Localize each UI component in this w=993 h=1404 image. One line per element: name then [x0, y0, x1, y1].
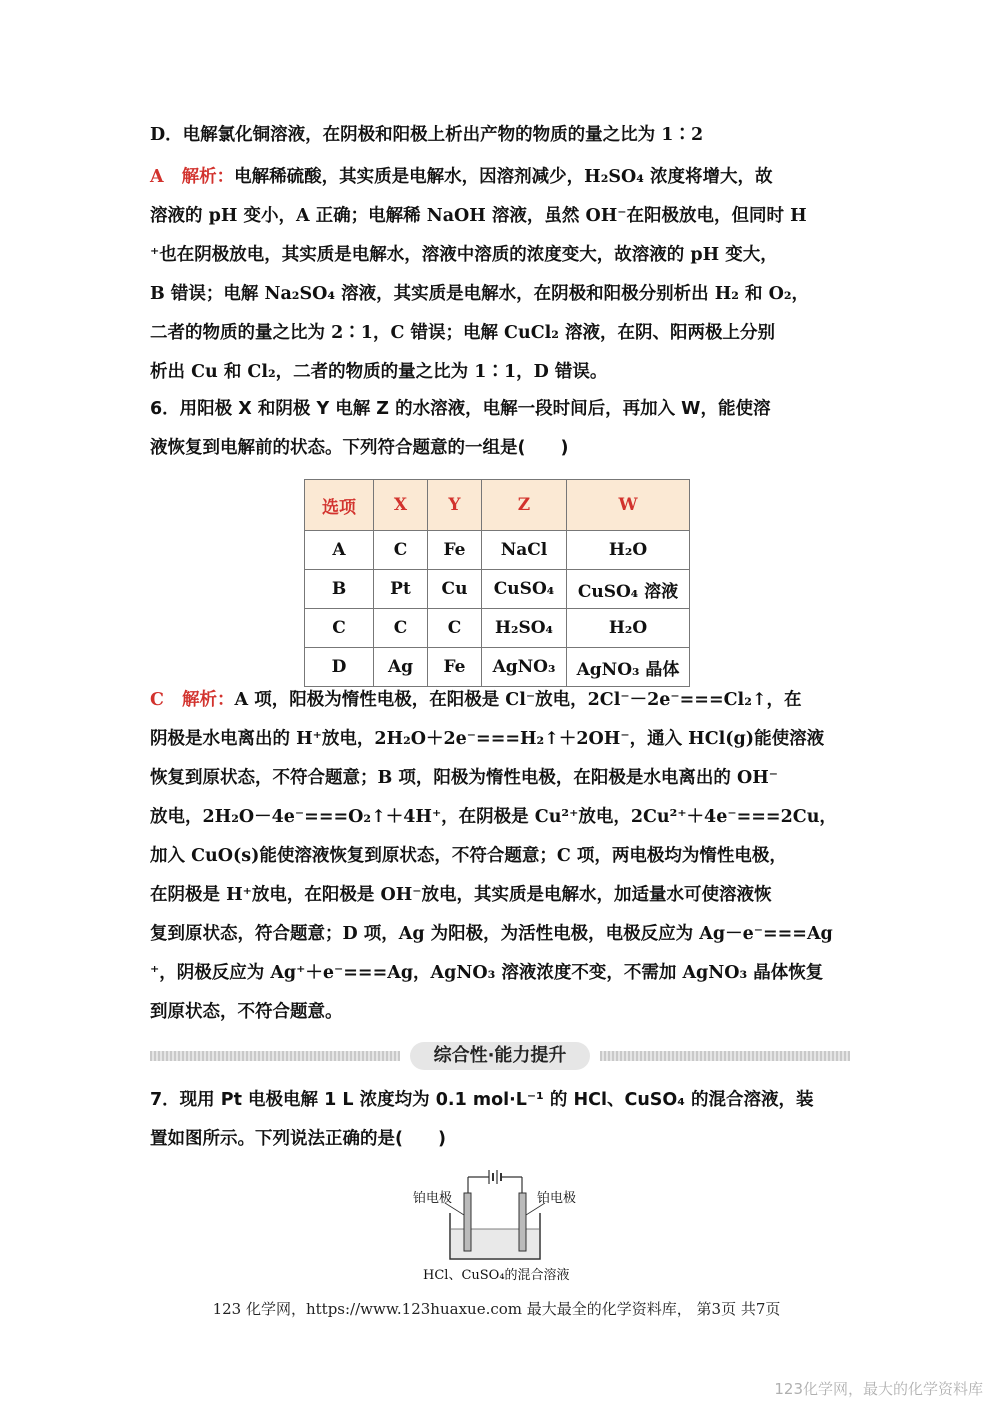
analysis-text: A 项，阳极为惰性电极，在阳极是 Cl⁻放电，2Cl⁻－2e⁻===Cl₂↑，在	[234, 690, 802, 710]
option-d-text: D．电解氯化铜溶液，在阴极和阳极上析出产物的物质的量之比为 1∶2	[150, 125, 704, 145]
table-cell: NaCl	[482, 531, 567, 570]
answer-5-line-4: B 错误；电解 Na₂SO₄ 溶液，其实质是电解水，在阴极和阳极分别析出 H₂ 和 O₂，	[150, 284, 809, 304]
table-cell: A	[305, 531, 374, 570]
table-cell: Pt	[374, 570, 428, 609]
header-cell: X	[374, 480, 428, 531]
header-cell: Y	[428, 480, 482, 531]
answer-6-line-4: 放电，2H₂O－4e⁻===O₂↑＋4H⁺，在阴极是 Cu²⁺放电，2Cu²⁺＋4e⁻===2Cu，	[150, 807, 837, 827]
header-cell: Z	[482, 480, 567, 531]
table-cell: C	[428, 609, 482, 648]
electrolysis-figure	[405, 1165, 585, 1290]
banner-right-bar	[600, 1051, 850, 1061]
answer-letter: C	[150, 690, 164, 710]
table-cell: H₂O	[567, 609, 690, 648]
analysis-text: 电解稀硫酸，其实质是电解水，因溶剂减少，H₂SO₄ 浓度将增大，故	[234, 167, 773, 187]
answer-6-line-8: ⁺，阴极反应为 Ag⁺＋e⁻===Ag，AgNO₃ 溶液浓度不变，不需加 AgNO₃ 晶体恢复	[150, 963, 824, 983]
question-6-line-1: 6．用阳极 X 和阴极 Y 电解 Z 的水溶液，电解一段时间后，再加入 W，能使溶	[150, 399, 771, 419]
table-cell: Cu	[428, 570, 482, 609]
electrolysis-cell-diagram	[405, 1165, 585, 1265]
question-7-line-2: 置如图所示。下列说法正确的是( )	[150, 1129, 446, 1149]
answer-5-line-5: 二者的物质的量之比为 2∶1，C 错误；电解 CuCl₂ 溶液，在阴、阳两极上分别	[150, 323, 776, 343]
analysis-label: 解析：	[181, 167, 235, 187]
table-cell: C	[305, 609, 374, 648]
table-cell: AgNO₃	[482, 648, 567, 687]
page-footer: 123 化学网，https://www.123huaxue.com 最大最全的化学资料库， 第3页 共7页	[212, 1300, 781, 1318]
table-cell: CuSO₄	[482, 570, 567, 609]
answer-5-line-2: 溶液的 pH 变小，A 正确；电解稀 NaOH 溶液，虽然 OH⁻在阳极放电，但同时 H	[150, 206, 807, 226]
table-cell: C	[374, 531, 428, 570]
right-electrode-label: 铂电极	[537, 1191, 577, 1206]
answer-5-line-6: 析出 Cu 和 Cl₂，二者的物质的量之比为 1∶1，D 错误。	[150, 362, 608, 382]
table-row	[305, 648, 690, 687]
table-cell: C	[374, 609, 428, 648]
table-row	[305, 609, 690, 648]
table-row	[305, 531, 690, 570]
banner-left-bar	[150, 1051, 400, 1061]
header-cell: 选项	[305, 480, 374, 531]
table-cell: Fe	[428, 648, 482, 687]
answer-5-line-1	[150, 165, 855, 189]
banner-label: 综合性·能力提升	[410, 1042, 590, 1070]
table-cell: AgNO₃ 晶体	[567, 648, 690, 687]
question-6-line-2: 液恢复到电解前的状态。下列符合题意的一组是( )	[150, 438, 569, 458]
section-banner	[150, 1042, 850, 1070]
figure-caption: HCl、CuSO₄的混合溶液	[423, 1268, 570, 1283]
table-row	[305, 570, 690, 609]
table-cell: B	[305, 570, 374, 609]
answer-6-line-3: 恢复到原状态，不符合题意；B 项，阳极为惰性电极，在阳极是水电离出的 OH⁻	[150, 768, 778, 788]
table-cell: CuSO₄ 溶液	[567, 570, 690, 609]
table-cell: Ag	[374, 648, 428, 687]
table-cell: Fe	[428, 531, 482, 570]
analysis-label: 解析：	[182, 690, 235, 710]
answer-6-line-9: 到原状态，不符合题意。	[150, 1002, 343, 1022]
answer-letter: A	[150, 167, 164, 187]
answer-6-line-7: 复到原状态，符合题意；D 项，Ag 为阳极，为活性电极，电极反应为 Ag－e⁻===Ag	[150, 924, 833, 944]
options-table	[304, 479, 690, 687]
table-cell: D	[305, 648, 374, 687]
answer-5-line-3: ⁺也在阴极放电，其实质是电解水，溶液中溶质的浓度变大，故溶液的 pH 变大，	[150, 245, 778, 265]
header-cell: W	[567, 480, 690, 531]
question-7-line-1: 7．现用 Pt 电极电解 1 L 浓度均为 0.1 mol·L⁻¹ 的 HCl、CuSO₄ 的混合溶液，装	[150, 1090, 814, 1110]
answer-6-line-1	[150, 688, 855, 712]
table-header-row	[305, 480, 690, 531]
table-cell: H₂SO₄	[482, 609, 567, 648]
site-watermark: 123化学网，最大的化学资料库	[774, 1380, 983, 1398]
table-cell: H₂O	[567, 531, 690, 570]
answer-6-line-2: 阴极是水电离出的 H⁺放电，2H₂O＋2e⁻===H₂↑＋2OH⁻，通入 HCl(g)能使溶液	[150, 729, 825, 749]
answer-6-line-6: 在阴极是 H⁺放电，在阳极是 OH⁻放电，其实质是电解水，加适量水可使溶液恢	[150, 885, 772, 905]
left-electrode-label: 铂电极	[413, 1191, 453, 1206]
answer-6-line-5: 加入 CuO(s)能使溶液恢复到原状态，不符合题意；C 项，两电极均为惰性电极，	[150, 846, 787, 866]
